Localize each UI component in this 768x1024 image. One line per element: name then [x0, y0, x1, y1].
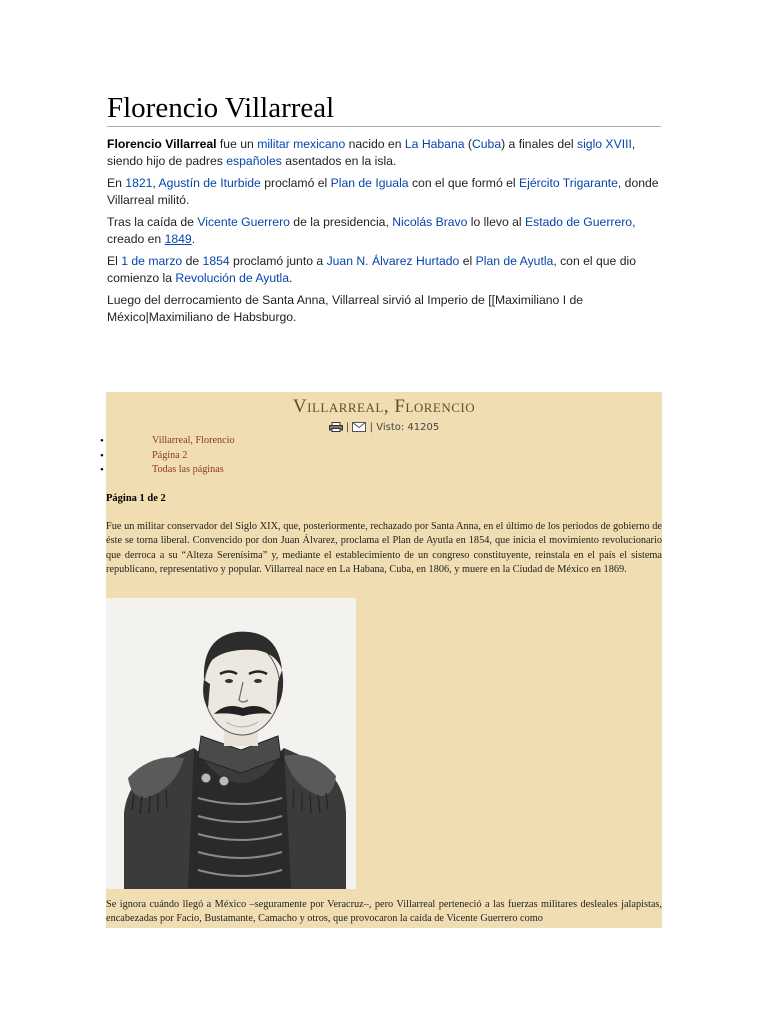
text: , [152, 176, 159, 190]
text: de [182, 254, 203, 268]
link-nicolas-bravo[interactable]: Nicolás Bravo [392, 215, 468, 229]
meta-separator: | [342, 422, 353, 433]
toc-item[interactable] [100, 449, 662, 464]
page-index [100, 434, 662, 478]
text: con el que formó el [408, 176, 519, 190]
text: En [107, 176, 126, 190]
text: proclamó el [260, 176, 331, 190]
link-1821[interactable]: 1821 [125, 176, 153, 190]
link-agustin-de-iturbide[interactable]: Agustín de Iturbide [158, 176, 261, 190]
bullet: • [100, 449, 104, 462]
box-paragraph-2: Se ignora cuándo llegó a México –seguramente por Veracruz–, pero Villarreal perteneció a las fuerzas militares desleales jalapistas, encabezadas por Facio, Bustamante, Camacho y otros, que provocaron la caída de Vicente Guerrero como [106, 899, 662, 925]
bullet: • [100, 435, 104, 447]
text: ) a finales del [501, 137, 577, 151]
text: el [459, 254, 476, 268]
paragraph-4 [107, 253, 661, 286]
text: , siendo hijo de padres [107, 137, 636, 168]
link-revolucion-de-ayutla[interactable]: Revolución de Ayutla [175, 270, 290, 285]
toc-link[interactable]: Villarreal, Florencio [152, 435, 235, 446]
link-1-de-marzo[interactable]: 1 de marzo [121, 254, 183, 268]
email-icon[interactable] [352, 422, 366, 432]
bullet: • [100, 464, 104, 476]
link-cuba[interactable]: Cuba [471, 137, 502, 151]
text: proclamó junto a [229, 254, 327, 268]
paragraph-1 [107, 136, 661, 169]
link-plan-de-ayutla[interactable]: Plan de Ayutla [475, 254, 554, 268]
link-la-habana[interactable]: La Habana [404, 137, 465, 151]
print-icon[interactable] [329, 422, 343, 432]
link-espanoles[interactable]: españoles [226, 153, 282, 168]
toc-link[interactable]: Todas las páginas [152, 464, 224, 475]
page-number-label: Página 1 de 2 [106, 493, 166, 504]
text: , creado en [107, 215, 636, 246]
text: lo llevo al [467, 215, 526, 229]
link-1849[interactable]: 1849 [164, 231, 192, 246]
wiki-article [107, 92, 661, 325]
paragraph-5: Luego del derrocamiento de Santa Anna, Villarreal sirvió al Imperio de [[Maximiliano I de México|Maximiliano de Habsburgo. [107, 293, 584, 324]
text: . [289, 270, 293, 285]
text: asentados en la isla. [281, 153, 397, 168]
article-meta [106, 422, 662, 433]
bold-name: Florencio Villarreal [107, 137, 217, 151]
toc-item[interactable] [100, 463, 662, 478]
text: de la presidencia, [289, 215, 393, 229]
link-militar-mexicano[interactable]: militar mexicano [257, 137, 346, 151]
paragraph-2 [107, 175, 661, 208]
text: , donde Villarreal militó. [107, 176, 659, 207]
link-siglo-xviii[interactable]: siglo XVIII [576, 137, 632, 151]
box-paragraph-1: Fue un militar conservador del Siglo XIX, que, posteriormente, rechazado por Santa Anna, en el último de los periodos de gobierno de éste se torna liberal. Convencido por don Juan Álvarez, proclama el Plan de Ayutla en 1854, que inicia el movimiento revolucionario que derroca a su “Alteza Serenísima” y, mediante el establecimiento de un congreso constituyente, reinstala en el país el sistema republicano, representativo y popular. Villarreal nace en La Habana, Cuba, en 1806, y muere en la Ciudad de México en 1869. [106, 521, 662, 576]
link-juan-n-alvarez-hurtado[interactable]: Juan N. Álvarez Hurtado [326, 254, 460, 268]
views-count: 41205 [407, 422, 440, 433]
views-label: | Visto: [366, 422, 408, 433]
text: El [107, 254, 122, 268]
toc-item[interactable] [100, 434, 662, 449]
link-1854[interactable]: 1854 [202, 254, 230, 268]
text: , con el que dio comienzo la [107, 254, 636, 285]
toc-link[interactable]: Página 2 [152, 449, 188, 461]
text: Tras la caída de [107, 215, 198, 229]
text: fue un [216, 137, 258, 151]
article-box [100, 392, 662, 928]
article-title: Florencio Villarreal [107, 92, 661, 127]
text: . [191, 231, 196, 246]
box-title: Villarreal, Florencio [292, 396, 476, 417]
text: nacido en [345, 137, 405, 151]
link-plan-de-iguala[interactable]: Plan de Iguala [330, 176, 409, 190]
link-estado-de-guerrero[interactable]: Estado de Guerrero [525, 215, 633, 229]
portrait-image [106, 598, 356, 889]
link-vicente-guerrero[interactable]: Vicente Guerrero [197, 215, 290, 229]
paragraph-3 [107, 214, 661, 247]
link-ejercito-trigarante[interactable]: Ejército Trigarante [519, 176, 618, 190]
text: ( [464, 137, 472, 151]
